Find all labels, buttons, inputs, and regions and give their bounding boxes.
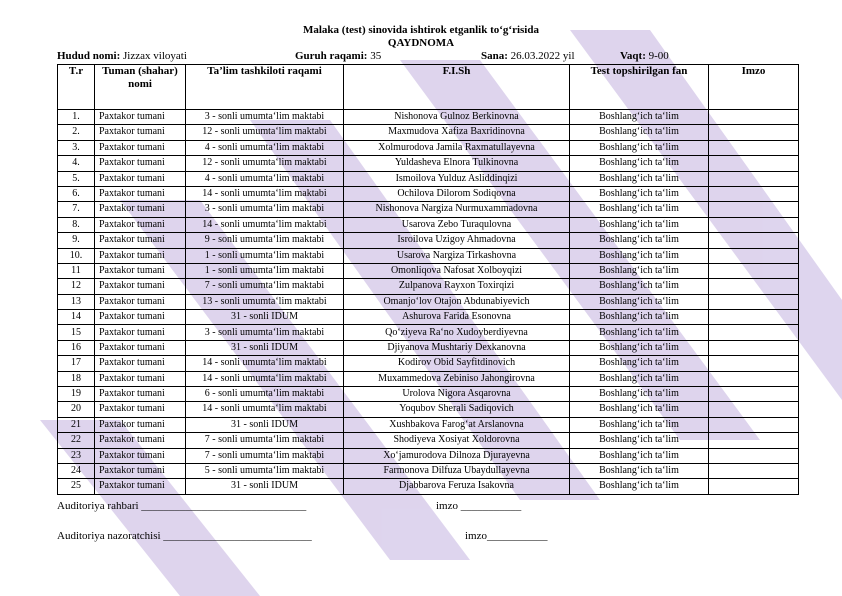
table-row [58, 279, 799, 294]
signature-cell [709, 463, 799, 478]
district-cell: Paxtakor tumani [95, 387, 186, 402]
row-number: 1. [58, 110, 95, 125]
table-row [58, 479, 799, 494]
district-cell: Paxtakor tumani [95, 248, 186, 263]
signature-cell [709, 217, 799, 232]
date-field: Sana: 26.03.2022 yil [481, 50, 575, 62]
subject-cell: Boshlang‘ich ta‘lim [570, 325, 709, 340]
district-cell: Paxtakor tumani [95, 263, 186, 278]
fullname-cell: Shodiyeva Xosiyat Xoldorovna [344, 433, 570, 448]
school-cell: 7 - sonli umumta‘lim maktabi [186, 448, 344, 463]
subject-cell: Boshlang‘ich ta‘lim [570, 110, 709, 125]
fullname-cell: Maxmudova Xafiza Baxridinovna [344, 125, 570, 140]
subject-cell: Boshlang‘ich ta‘lim [570, 448, 709, 463]
school-cell: 13 - sonli umumta‘lim maktabi [186, 294, 344, 309]
district-cell: Paxtakor tumani [95, 279, 186, 294]
fullname-cell: Qo‘ziyeva Ra‘no Xudoyberdiyevna [344, 325, 570, 340]
signature-cell [709, 248, 799, 263]
subject-cell: Boshlang‘ich ta‘lim [570, 186, 709, 201]
table-row [58, 356, 799, 371]
row-number: 17 [58, 356, 95, 371]
school-cell: 14 - sonli umumta‘lim maktabi [186, 402, 344, 417]
row-number: 8. [58, 217, 95, 232]
document-title: Malaka (test) sinovida ishtirok etganlik to‘g‘risida [302, 24, 539, 36]
school-cell: 4 - sonli umumta‘lim maktabi [186, 140, 344, 155]
school-cell: 12 - sonli umumta‘lim maktabi [186, 156, 344, 171]
table-row [58, 325, 799, 340]
fullname-cell: Zulpanova Rayxon Toxirqizi [344, 279, 570, 294]
fullname-cell: Ashurova Farida Esonovna [344, 310, 570, 325]
fullname-cell: Nishonova Nargiza Nurmuxammadovna [344, 202, 570, 217]
fullname-cell: Omonliqova Nafosat Xolboyqizi [344, 263, 570, 278]
district-cell: Paxtakor tumani [95, 110, 186, 125]
fullname-cell: Yoqubov Sherali Sadiqovich [344, 402, 570, 417]
signature-cell [709, 402, 799, 417]
school-cell: 3 - sonli umumta‘lim maktabi [186, 110, 344, 125]
district-cell: Paxtakor tumani [95, 310, 186, 325]
district-cell: Paxtakor tumani [95, 325, 186, 340]
signature-cell [709, 479, 799, 494]
fullname-cell: Xo‘jamurodova Dilnoza Djurayevna [344, 448, 570, 463]
fullname-cell: Usarova Zebo Turaqulovna [344, 217, 570, 232]
district-cell: Paxtakor tumani [95, 125, 186, 140]
fullname-cell: Xolmurodova Jamila Raxmatullayevna [344, 140, 570, 155]
subject-cell: Boshlang‘ich ta‘lim [570, 202, 709, 217]
signature-cell [709, 279, 799, 294]
row-number: 19 [58, 387, 95, 402]
school-cell: 4 - sonli umumta‘lim maktabi [186, 171, 344, 186]
signature-cell [709, 448, 799, 463]
district-cell: Paxtakor tumani [95, 433, 186, 448]
school-cell: 14 - sonli umumta‘lim maktabi [186, 356, 344, 371]
subject-cell: Boshlang‘ich ta‘lim [570, 371, 709, 386]
signature-cell [709, 125, 799, 140]
auditorium-observer-signature: imzo___________ [465, 530, 548, 542]
district-cell: Paxtakor tumani [95, 202, 186, 217]
table-body [58, 110, 799, 495]
subject-cell: Boshlang‘ich ta‘lim [570, 294, 709, 309]
school-cell: 1 - sonli umumta‘lim maktabi [186, 263, 344, 278]
row-number: 14 [58, 310, 95, 325]
table-row [58, 248, 799, 263]
row-number: 25 [58, 479, 95, 494]
row-number: 9. [58, 233, 95, 248]
subject-cell: Boshlang‘ich ta‘lim [570, 248, 709, 263]
subject-cell: Boshlang‘ich ta‘lim [570, 217, 709, 232]
row-number: 5. [58, 171, 95, 186]
table-row [58, 402, 799, 417]
attendance-table [57, 64, 799, 495]
table-row [58, 217, 799, 232]
fullname-cell: Djabbarova Feruza Isakovna [344, 479, 570, 494]
subject-cell: Boshlang‘ich ta‘lim [570, 356, 709, 371]
row-number: 13 [58, 294, 95, 309]
table-row [58, 417, 799, 432]
table-row [58, 340, 799, 355]
row-number: 15 [58, 325, 95, 340]
school-cell: 7 - sonli umumta‘lim maktabi [186, 279, 344, 294]
signature-cell [709, 233, 799, 248]
subject-cell: Boshlang‘ich ta‘lim [570, 125, 709, 140]
table-header-row [58, 65, 799, 110]
district-cell: Paxtakor tumani [95, 186, 186, 201]
fullname-cell: Xushbakova Farog‘at Arslanovna [344, 417, 570, 432]
school-cell: 31 - sonli IDUM [186, 417, 344, 432]
table-row [58, 448, 799, 463]
table-row [58, 110, 799, 125]
signature-cell [709, 325, 799, 340]
fullname-cell: Isroilova Uzigoy Ahmadovna [344, 233, 570, 248]
subject-cell: Boshlang‘ich ta‘lim [570, 433, 709, 448]
school-cell: 14 - sonli umumta‘lim maktabi [186, 217, 344, 232]
document-subtitle: QAYDNOMA [387, 37, 455, 49]
region-field: Hudud nomi: Jizzax viloyati [57, 50, 187, 62]
signature-cell [709, 371, 799, 386]
signature-cell [709, 417, 799, 432]
row-number: 10. [58, 248, 95, 263]
col-header-number: T.r [58, 65, 95, 110]
fullname-cell: Usarova Nargiza Tirkashovna [344, 248, 570, 263]
fullname-cell: Farmonova Dilfuza Ubaydullayevna [344, 463, 570, 478]
subject-cell: Boshlang‘ich ta‘lim [570, 387, 709, 402]
table-row [58, 463, 799, 478]
school-cell: 12 - sonli umumta‘lim maktabi [186, 125, 344, 140]
school-cell: 31 - sonli IDUM [186, 479, 344, 494]
signature-cell [709, 294, 799, 309]
district-cell: Paxtakor tumani [95, 463, 186, 478]
fullname-cell: Djiyanova Mushtariy Dexkanovna [344, 340, 570, 355]
subject-cell: Boshlang‘ich ta‘lim [570, 310, 709, 325]
district-cell: Paxtakor tumani [95, 140, 186, 155]
district-cell: Paxtakor tumani [95, 402, 186, 417]
district-cell: Paxtakor tumani [95, 356, 186, 371]
fullname-cell: Yuldasheva Elnora Tulkinovna [344, 156, 570, 171]
row-number: 11 [58, 263, 95, 278]
col-header-district: Tuman (shahar) nomi [95, 65, 186, 110]
district-cell: Paxtakor tumani [95, 233, 186, 248]
district-cell: Paxtakor tumani [95, 371, 186, 386]
school-cell: 5 - sonli umumta‘lim maktabi [186, 463, 344, 478]
district-cell: Paxtakor tumani [95, 217, 186, 232]
subject-cell: Boshlang‘ich ta‘lim [570, 263, 709, 278]
time-field: Vaqt: 9-00 [620, 50, 669, 62]
row-number: 18 [58, 371, 95, 386]
district-cell: Paxtakor tumani [95, 448, 186, 463]
signature-cell [709, 433, 799, 448]
school-cell: 31 - sonli IDUM [186, 310, 344, 325]
fullname-cell: Muxammedova Zebiniso Jahongirovna [344, 371, 570, 386]
school-cell: 9 - sonli umumta‘lim maktabi [186, 233, 344, 248]
col-header-signature: Imzo [709, 65, 799, 110]
table-row [58, 202, 799, 217]
signature-cell [709, 356, 799, 371]
signature-cell [709, 263, 799, 278]
signature-cell [709, 186, 799, 201]
fullname-cell: Kodirov Obid Sayfitdinovich [344, 356, 570, 371]
subject-cell: Boshlang‘ich ta‘lim [570, 156, 709, 171]
row-number: 24 [58, 463, 95, 478]
table-row [58, 310, 799, 325]
fullname-cell: Ismoilova Yulduz Asliddinqizi [344, 171, 570, 186]
row-number: 7. [58, 202, 95, 217]
row-number: 16 [58, 340, 95, 355]
row-number: 22 [58, 433, 95, 448]
signature-cell [709, 156, 799, 171]
fullname-cell: Nishonova Gulnoz Berkinovna [344, 110, 570, 125]
school-cell: 1 - sonli umumta‘lim maktabi [186, 248, 344, 263]
signature-cell [709, 340, 799, 355]
table-row [58, 140, 799, 155]
subject-cell: Boshlang‘ich ta‘lim [570, 233, 709, 248]
subject-cell: Boshlang‘ich ta‘lim [570, 417, 709, 432]
signature-cell [709, 310, 799, 325]
row-number: 3. [58, 140, 95, 155]
subject-cell: Boshlang‘ich ta‘lim [570, 171, 709, 186]
row-number: 20 [58, 402, 95, 417]
row-number: 21 [58, 417, 95, 432]
table-row [58, 263, 799, 278]
auditorium-head-signature: imzo ___________ [436, 500, 522, 512]
row-number: 12 [58, 279, 95, 294]
subject-cell: Boshlang‘ich ta‘lim [570, 140, 709, 155]
fullname-cell: Ochilova Dilorom Sodiqovna [344, 186, 570, 201]
table-row [58, 433, 799, 448]
fullname-cell: Omanjo‘lov Otajon Abdunabiyevich [344, 294, 570, 309]
row-number: 23 [58, 448, 95, 463]
district-cell: Paxtakor tumani [95, 340, 186, 355]
signature-cell [709, 171, 799, 186]
group-field: Guruh raqami: 35 [295, 50, 382, 62]
auditorium-observer-line: Auditoriya nazoratchisi ___________________________ [57, 530, 312, 542]
auditorium-head-line: Auditoriya rahbari ______________________________ [57, 500, 307, 512]
school-cell: 3 - sonli umumta‘lim maktabi [186, 325, 344, 340]
signature-cell [709, 387, 799, 402]
school-cell: 14 - sonli umumta‘lim maktabi [186, 186, 344, 201]
fullname-cell: Urolova Nigora Asqarovna [344, 387, 570, 402]
row-number: 4. [58, 156, 95, 171]
signature-cell [709, 202, 799, 217]
school-cell: 3 - sonli umumta‘lim maktabi [186, 202, 344, 217]
signature-cell [709, 140, 799, 155]
col-header-subject: Test topshirilgan fan [570, 65, 709, 110]
table-row [58, 294, 799, 309]
district-cell: Paxtakor tumani [95, 479, 186, 494]
school-cell: 31 - sonli IDUM [186, 340, 344, 355]
col-header-fullname: F.I.Sh [344, 65, 570, 110]
subject-cell: Boshlang‘ich ta‘lim [570, 479, 709, 494]
table-row [58, 186, 799, 201]
table-row [58, 371, 799, 386]
col-header-school: Ta’lim tashkiloti raqami [186, 65, 344, 110]
table-row [58, 156, 799, 171]
table-row [58, 171, 799, 186]
table-row [58, 233, 799, 248]
row-number: 6. [58, 186, 95, 201]
district-cell: Paxtakor tumani [95, 171, 186, 186]
subject-cell: Boshlang‘ich ta‘lim [570, 463, 709, 478]
school-cell: 14 - sonli umumta‘lim maktabi [186, 371, 344, 386]
table-row [58, 387, 799, 402]
district-cell: Paxtakor tumani [95, 294, 186, 309]
subject-cell: Boshlang‘ich ta‘lim [570, 402, 709, 417]
school-cell: 6 - sonli umumta‘lim maktabi [186, 387, 344, 402]
school-cell: 7 - sonli umumta‘lim maktabi [186, 433, 344, 448]
subject-cell: Boshlang‘ich ta‘lim [570, 279, 709, 294]
row-number: 2. [58, 125, 95, 140]
table-row [58, 125, 799, 140]
district-cell: Paxtakor tumani [95, 417, 186, 432]
district-cell: Paxtakor tumani [95, 156, 186, 171]
subject-cell: Boshlang‘ich ta‘lim [570, 340, 709, 355]
signature-cell [709, 110, 799, 125]
